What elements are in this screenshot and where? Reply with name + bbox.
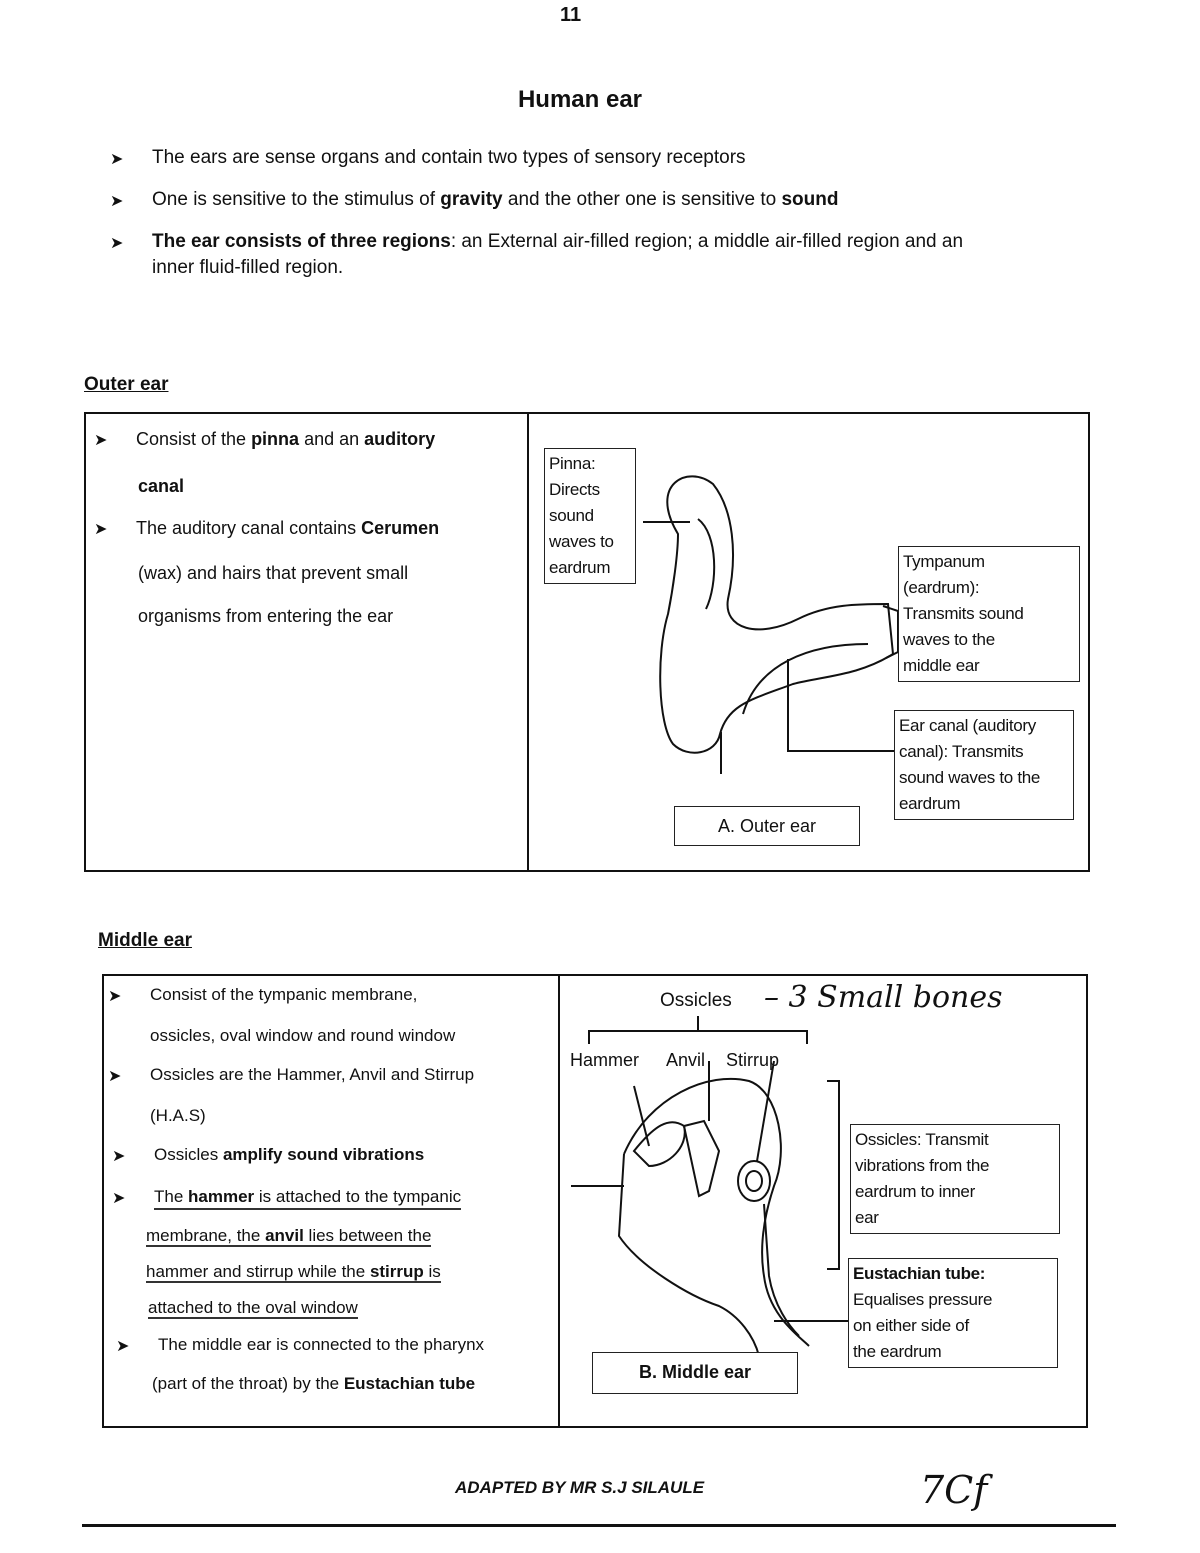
- footer-credit: ADAPTED BY MR S.J SILAULE: [455, 1478, 705, 1497]
- arrow-bullet-icon: ➤: [112, 1190, 126, 1207]
- arrow-bullet-icon: ➤: [110, 235, 124, 252]
- middle-ear-table: [102, 974, 1088, 1428]
- eustachian-tube-label: Eustachian tube: Equalises pressure on either side of the eardrum: [848, 1258, 1058, 1368]
- page-title: Human ear: [517, 86, 643, 113]
- ossicles-function-label: Ossicles: Transmit vibrations from the eardrum to inner ear: [850, 1124, 1060, 1234]
- list-item: ➤ Consist of the pinna and an auditory: [94, 428, 514, 452]
- pinna-label: Pinna: Directs sound waves to eardrum: [544, 448, 636, 584]
- arrow-bullet-icon: ➤: [108, 1068, 122, 1085]
- list-item: ➤ Consist of the tympanic membrane,: [104, 984, 554, 1008]
- arrow-bullet-icon: ➤: [110, 151, 124, 168]
- handwritten-note: – 3 Small bones: [764, 980, 1003, 1015]
- middle-ear-bullets: ➤ Consist of the tympanic membrane, ossicles, oval window and round window ➤ Ossicles are the Hammer, Anvil and Stirrup (H.A.S) ➤ Ossicles amplify sound vibrations ➤ The hammer is attached to the tympanic membrane, the anvil lies between the hammer and stirrup while the stirrup is attached to the oval window ➤ The middle ear is connected to the pharynx (part of the throat) by the Eustachian tube: [104, 984, 554, 1394]
- arrow-bullet-icon: ➤: [94, 432, 108, 449]
- list-item: ➤ The hammer is attached to the tympanic: [104, 1186, 554, 1210]
- arrow-bullet-icon: ➤: [116, 1338, 130, 1355]
- stirrup-label: Stirrup: [726, 1050, 780, 1070]
- middle-ear-caption: B. Middle ear: [592, 1352, 798, 1394]
- list-item: ➤ The auditory canal contains Cerumen: [94, 517, 514, 541]
- hammer-label: Hammer: [570, 1050, 640, 1070]
- list-item: ➤ The middle ear is connected to the pharynx: [104, 1334, 554, 1358]
- arrow-bullet-icon: ➤: [108, 988, 122, 1005]
- arrow-bullet-icon: ➤: [94, 521, 108, 538]
- page-number: 11: [560, 4, 582, 26]
- list-item: ➤ The ear consists of three regions: an External air-filled region; a middle air-filled region and an inner fluid-filled region.: [110, 229, 1100, 281]
- section-heading-outer-ear: Outer ear: [84, 374, 169, 395]
- list-item: ➤ The ears are sense organs and contain two types of sensory receptors: [110, 145, 1100, 173]
- footer-rule: [82, 1524, 1116, 1527]
- list-item: ➤ Ossicles amplify sound vibrations: [104, 1144, 554, 1168]
- tympanum-label: Tympanum (eardrum): Transmits sound waves to the middle ear: [898, 546, 1080, 682]
- list-item: ➤ Ossicles are the Hammer, Anvil and Stirrup: [104, 1064, 554, 1088]
- handwritten-mark: 7Cf: [920, 1468, 988, 1512]
- ear-canal-label: Ear canal (auditory canal): Transmits sound waves to the eardrum: [894, 710, 1074, 820]
- outer-ear-table: [84, 412, 1090, 872]
- intro-bullets: [110, 145, 1100, 295]
- outer-ear-caption: A. Outer ear: [674, 806, 860, 846]
- outer-ear-bullets: ➤ Consist of the pinna and an auditory canal ➤ The auditory canal contains Cerumen (wax) and hairs that prevent small organisms from entering the ear: [94, 428, 514, 627]
- section-heading-middle-ear: Middle ear: [98, 930, 192, 951]
- arrow-bullet-icon: ➤: [112, 1148, 126, 1165]
- arrow-bullet-icon: ➤: [110, 193, 124, 210]
- anvil-label: Anvil: [666, 1050, 706, 1070]
- ossicles-label: Ossicles: [660, 990, 732, 1011]
- list-item: ➤ One is sensitive to the stimulus of gravity and the other one is sensitive to sound: [110, 187, 1100, 215]
